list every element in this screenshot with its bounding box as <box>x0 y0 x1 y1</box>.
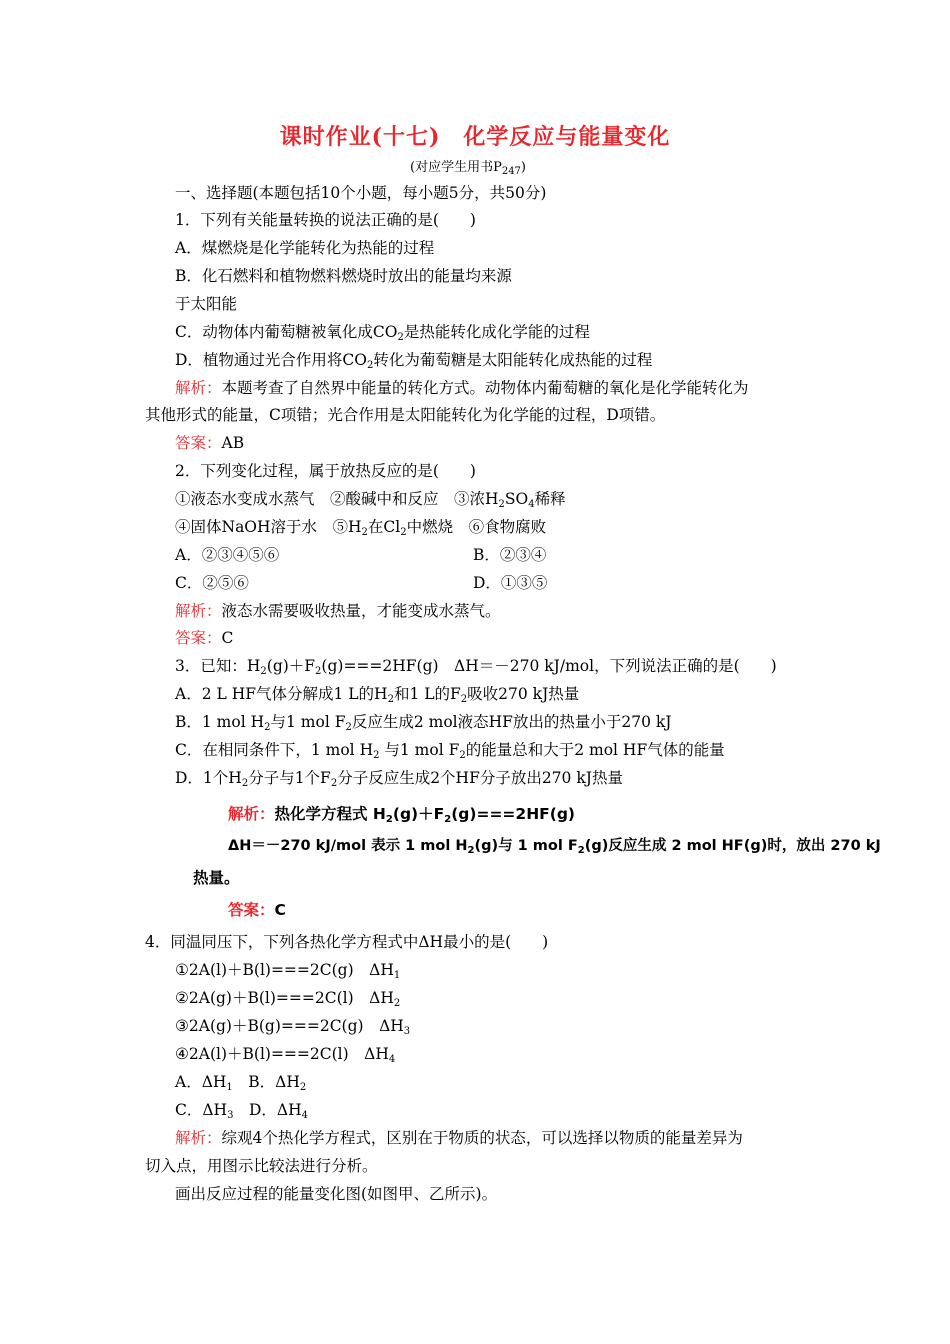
answer-label: 答案： <box>228 901 275 919</box>
answer-label: 答案： <box>175 629 222 647</box>
q2-items-line1: ①液态水变成水蒸气 ②酸碱中和反应 ③浓$H_2SO_4$稀释 <box>175 490 566 510</box>
q4-analysis: 解析：综观4个热化学方程式，区别在于物质的状态，可以选择以物质的能量差异为 <box>175 1129 743 1147</box>
q3-analysis-end: 热量。 <box>193 869 240 887</box>
q3-stem: 3．已知：$H_2(g)+F_2(g)===2HF(g)$ ΔH＝－270 kJ/mol，下列说法正确的是( ) <box>175 657 777 677</box>
q4-equation-3: ③2A(g)＋B(g)===2C(g) $\Delta H_3$ <box>175 1017 411 1037</box>
q1-answer: 答案：AB <box>175 434 245 452</box>
analysis-label: 解析： <box>175 379 222 397</box>
q4-equation-2: ②2A(g)＋B(l)===2C(l) $\Delta H_2$ <box>175 989 401 1009</box>
analysis-label: 解析： <box>228 805 275 823</box>
answer-label: 答案： <box>175 434 222 452</box>
q4-options-cd: C．$\Delta H_3$ D．$\Delta H_4$ <box>175 1101 308 1121</box>
q3-option-b: B．1 mol $H_2$与1 mol $F_2$反应生成2 mol液态HF放出的热量小于270 kJ <box>175 713 672 733</box>
q1-option-c: C．动物体内葡萄糖被氧化成$CO_2$是热能转化成化学能的过程 <box>175 323 590 343</box>
q1-analysis: 解析：本题考查了自然界中能量的转化方式。动物体内葡萄糖的氧化是化学能转化为 <box>175 379 749 397</box>
q2-option-b: B．②③④ <box>473 546 547 564</box>
q1-analysis-cont: 其他形式的能量，C项错；光合作用是太阳能转化为化学能的过程，D项错。 <box>145 406 666 424</box>
q3-option-a: A．2 L HF气体分解成1 L的$H_2$和1 L的$F_2$吸收270 kJ热量 <box>175 685 580 705</box>
q1-option-b-cont: 于太阳能 <box>175 295 238 313</box>
q4-analysis-figure-note: 画出反应过程的能量变化图(如图甲、乙所示)。 <box>175 1185 498 1203</box>
q3-analysis-cont: ΔH＝－270 kJ/mol 表示 1 mol $H_2(g)$与 1 mol $F_2(g)$反应生成 2 mol HF(g)时，放出 270 kJ <box>228 838 881 856</box>
q4-equation-4: ④2A(l)＋B(l)===2C(l) $\Delta H_4$ <box>175 1045 396 1065</box>
q1-option-b: B．化石燃料和植物燃料燃烧时放出的能量均来源 <box>175 267 512 285</box>
q4-equation-1: ①2A(l)＋B(l)===2C(g) $\Delta H_1$ <box>175 961 401 981</box>
q4-stem: 4．同温同压下，下列各热化学方程式中ΔH最小的是( ) <box>145 933 549 951</box>
q2-option-c: C．②⑤⑥ <box>175 574 249 592</box>
q4-analysis-cont: 切入点，用图示比较法进行分析。 <box>145 1157 378 1175</box>
q1-option-a: A．煤燃烧是化学能转化为热能的过程 <box>175 239 435 257</box>
page-title: 课时作业(十七) 化学反应与能量变化 <box>279 124 671 150</box>
q4-options-ab: A．$\Delta H_1$ B．$\Delta H_2$ <box>175 1073 307 1093</box>
q2-option-d: D．①③⑤ <box>473 574 548 592</box>
q3-analysis: 解析：热化学方程式 $H_2(g)+F_2(g)===2HF(g)$ <box>228 805 576 825</box>
q1-stem: 1．下列有关能量转换的说法正确的是( ) <box>175 211 476 229</box>
q3-option-d: D．1个$H_2$分子与1个$F_2$分子反应生成2个HF分子放出270 kJ热量 <box>175 769 623 789</box>
q2-stem: 2．下列变化过程，属于放热反应的是( ) <box>175 462 476 480</box>
q2-option-a: A．②③④⑤⑥ <box>175 546 280 564</box>
analysis-label: 解析： <box>175 1129 222 1147</box>
q2-analysis: 解析：液态水需要吸收热量，才能变成水蒸气。 <box>175 602 501 620</box>
q2-items-line2: ④固体NaOH溶于水 $⑤H_2$在$Cl_2$中燃烧 ⑥食物腐败 <box>175 518 547 538</box>
q3-option-c: C．在相同条件下，1 mol $H_2$ 与1 mol $F_2$的能量总和大于2 mol HF气体的能量 <box>175 741 725 761</box>
section-heading: 一、选择题(本题包括10个小题，每小题5分，共50分) <box>175 184 547 202</box>
page-subtitle: (对应学生用书$P_{247}$) <box>410 160 526 177</box>
q3-answer: 答案：C <box>228 901 286 919</box>
q1-option-d: D．植物通过光合作用将$CO_2$转化为葡萄糖是太阳能转化成热能的过程 <box>175 351 653 371</box>
analysis-label: 解析： <box>175 602 222 620</box>
q2-answer: 答案：C <box>175 629 234 647</box>
